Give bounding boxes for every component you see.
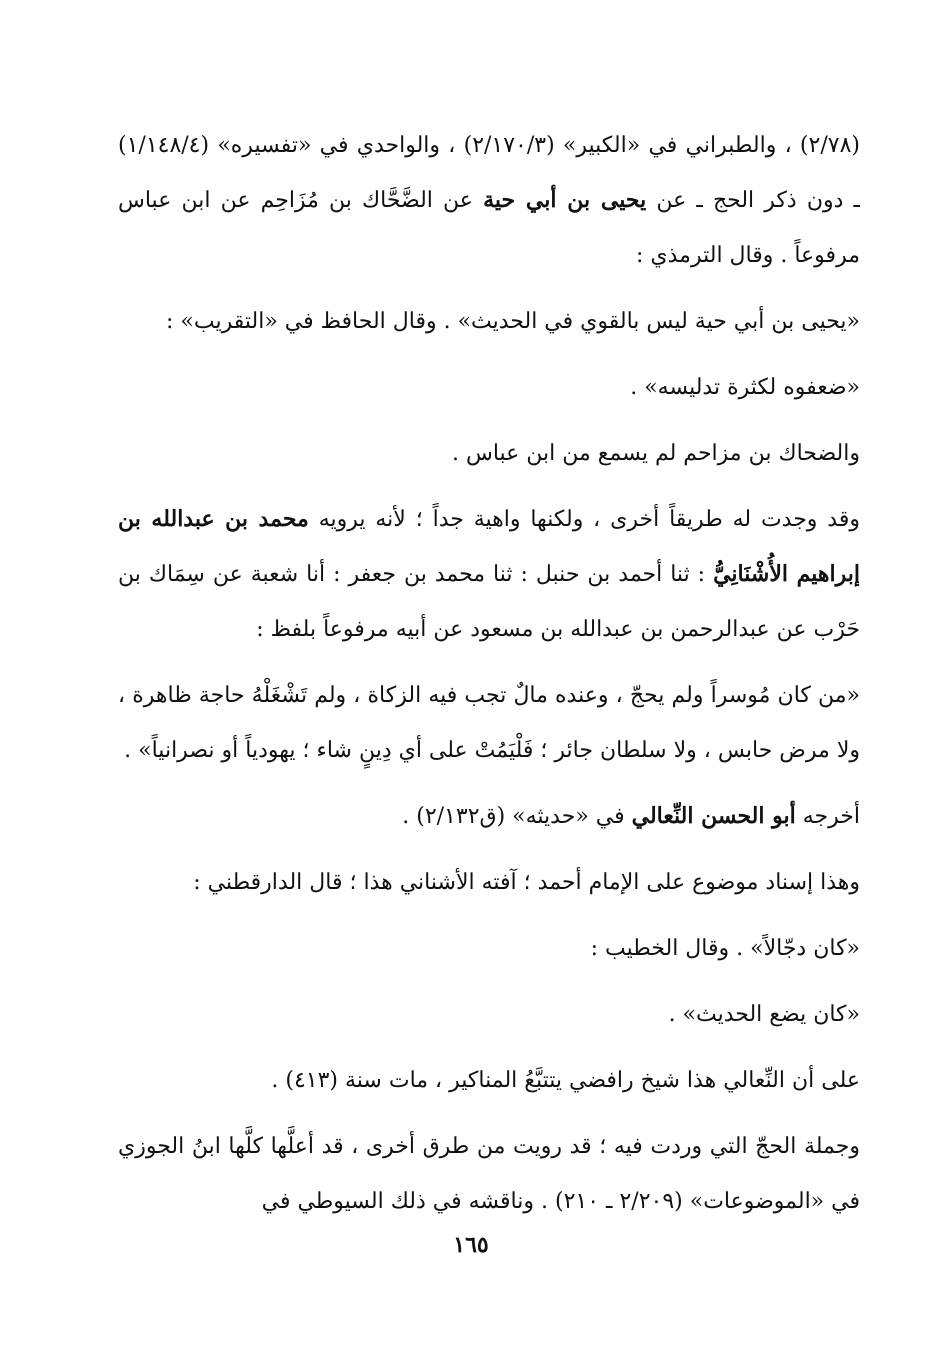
- paragraph-9-text: «كان دجّالاً» . وقال الخطيب :: [590, 936, 860, 961]
- paragraph-2-text: «يحيى بن أبي حية ليس بالقوي في الحديث» . وقال الحافظ في «التقريب» :: [166, 309, 860, 334]
- narrator-name-yahya: يحيى بن أبي حية: [483, 187, 647, 213]
- paragraph-6: [118, 668, 860, 778]
- paragraph-12-text: وجملة الحجّ التي وردت فيه ؛ قد رويت من طرق أخرى ، قد أعلَّها كلَّها ابنُ الجوزي في «الموضوعات» (٢/٢٠٩ ـ ٢١٠) . وناقشه في ذلك السيوطي في: [118, 1134, 860, 1214]
- paragraph-7-text-2: في «حديثه» (ق٢/١٣٢) .: [402, 804, 632, 829]
- paragraph-12: [118, 1119, 860, 1229]
- paragraph-5: [118, 492, 860, 657]
- paragraph-8-text: وهذا إسناد موضوع على الإمام أحمد ؛ آفته الأشناني هذا ؛ قال الدارقطني :: [193, 870, 860, 895]
- paragraph-10-text: «كان يضع الحديث» .: [668, 1002, 860, 1027]
- paragraph-3-text: «ضعفوه لكثرة تدليسه» .: [630, 375, 860, 400]
- paragraph-2: [118, 294, 860, 349]
- paragraph-5-text-1: وقد وجدت له طريقاً أخرى ، ولكنها واهية جداً ؛ لأنه يرويه: [308, 507, 860, 532]
- paragraph-3: [118, 360, 860, 415]
- paragraph-7: [118, 789, 860, 844]
- paragraph-10: [118, 987, 860, 1042]
- paragraph-1-text-2: عن الضَّحَّاك بن مُزَاحِم عن ابن عباس مرفوعاً . وقال الترمذي :: [118, 188, 860, 268]
- paragraph-11: [118, 1053, 860, 1108]
- paragraph-4: [118, 426, 860, 481]
- paragraph-6-text: «من كان مُوسراً ولم يحجّ ، وعنده مالٌ تجب فيه الزكاة ، ولم تَشْغَلْهُ حاجة ظاهرة ، ولا مرض حابس ، ولا سلطان جائر ؛ فَلْيَمُتْ على أي دِينٍ شاء ؛ يهودياً أو نصرانياً» .: [118, 683, 860, 763]
- narrator-name-ushnani: محمد بن عبدالله بن إبراهيم الأُشْنَانِيُّ: [118, 506, 861, 587]
- paragraph-4-text: والضحاك بن مزاحم لم يسمع من ابن عباس .: [452, 441, 860, 466]
- paragraph-1-text-1: (٢/٧٨) ، والطبراني في «الكبير» (٢/١٧٠/٣) ، والواحدي في «تفسيره» (١/١٤٨/٤) ـ دون ذكر الحج ـ عن: [118, 133, 860, 213]
- paragraph-11-text: على أن النِّعالي هذا شيخ رافضي يتتبَّعُ المناكير ، مات سنة (٤١٣) .: [271, 1068, 860, 1093]
- paragraph-9: [118, 921, 860, 976]
- narrator-name-niali: أبو الحسن النِّعالي: [631, 803, 796, 829]
- paragraph-5-text-2: : ثنا أحمد بن حنبل : ثنا محمد بن جعفر : أنا شعبة عن سِمَاك بن حَرْب عن عبدالرحمن بن عبدالله بن مسعود عن أبيه مرفوعاً بلفظ :: [118, 562, 860, 642]
- page-body: [118, 118, 860, 1240]
- paragraph-8: [118, 855, 860, 910]
- page-number: ١٦٥: [453, 1232, 489, 1258]
- paragraph-7-text-1: أخرجه: [795, 804, 860, 829]
- paragraph-1: [118, 118, 860, 283]
